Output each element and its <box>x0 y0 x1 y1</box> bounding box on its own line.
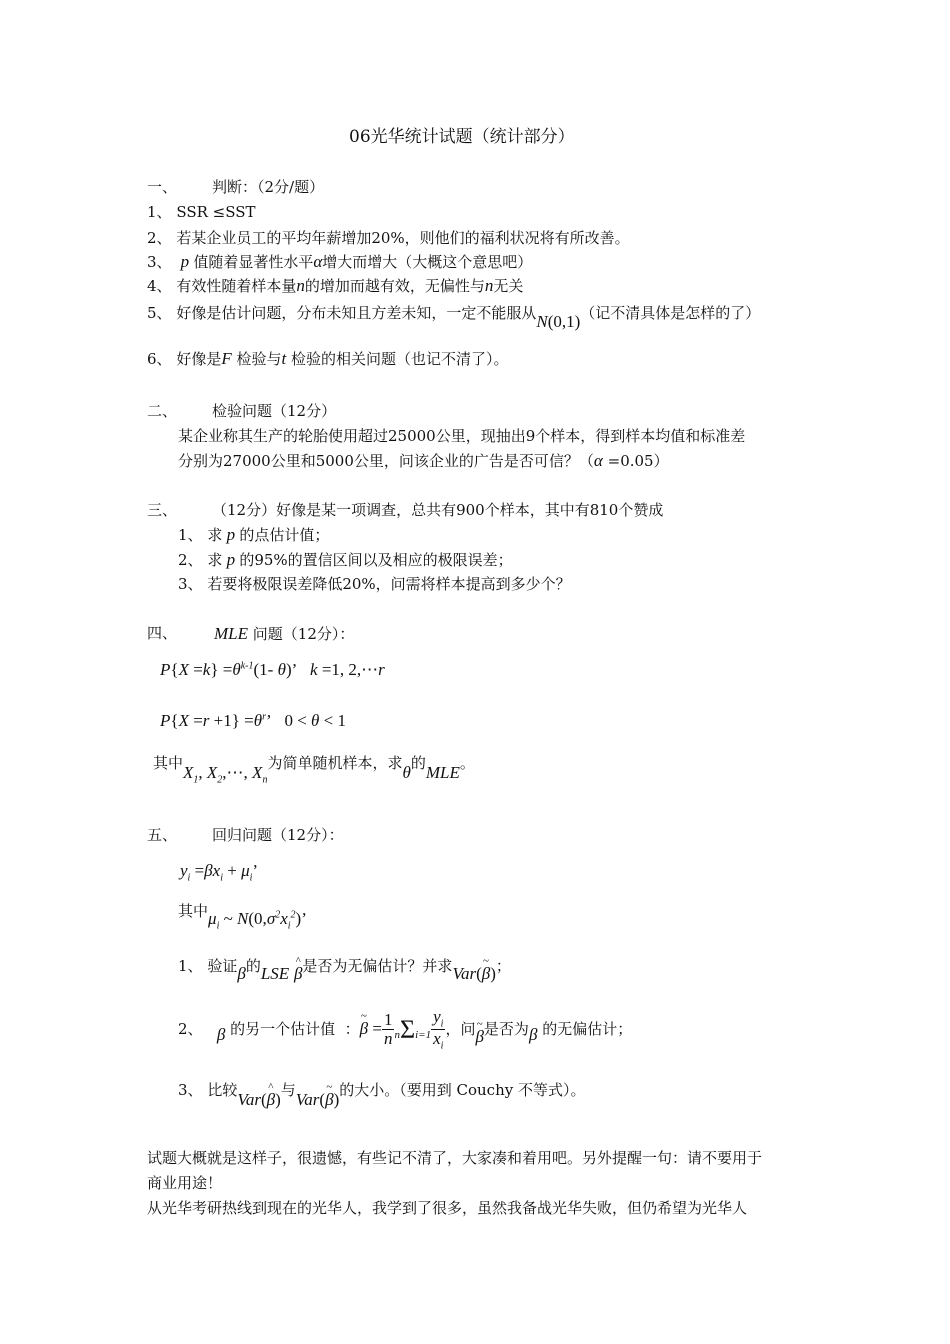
s1-q5-text-a: 好像是估计问题，分布未知且方差未知，一定不能服从 <box>176 304 537 322</box>
s1-q2-text: 若某企业员工的平均年薪增加20%，则他们的福利状况将有所改善。 <box>176 229 630 247</box>
section-5-heading: 回归问题（12分）： <box>212 826 344 844</box>
s3-q3-number: 3、 <box>178 575 203 593</box>
s4-formula-2: $P\{X =r +1\} =\theta^r$’ 0 < θ < 1 <box>160 711 346 730</box>
section-4-number: 四、 <box>147 624 178 642</box>
math-t: t <box>281 349 287 368</box>
math-p: p <box>222 525 240 544</box>
s1-q6-number: 6、 <box>147 350 172 368</box>
footer-line-2: 商业用途！ <box>147 1174 223 1192</box>
s1-question-3 <box>147 252 532 272</box>
s3-question-2 <box>178 550 513 570</box>
s5-q1-text-a: 验证 <box>207 957 238 975</box>
s1-q6-text-a: 好像是 <box>176 350 222 368</box>
math-beta: β <box>237 964 246 983</box>
s5-q2-text-d: 的无偏估计； <box>542 1019 633 1038</box>
math-error-dist: $\mu_i$ ~ $N(0,\sigma^2x_i^2)$’ <box>208 909 307 932</box>
s1-q6-text-b: 检验与 <box>236 350 282 368</box>
s3-q2-text-b: 的95%的置信区间以及相应的极限误差； <box>239 551 513 569</box>
s2-body-line-2a: 分别为27000公里和5000公里，问该企业的广告是否可信？（ <box>178 452 594 470</box>
page-title: 06光华统计试题（统计部分） <box>349 127 575 147</box>
s5-question-2: 2、 β 的另一个估计值 ： ~ β = $\frac{1}{n}$ nΣi=1 $\frac{y_i}{x_i}$ ，问 ~ β是否为β 的无偏估计； <box>178 1007 633 1052</box>
s1-question-1 <box>147 203 256 221</box>
math-n: n <box>296 276 305 295</box>
s1-q5-text-b: （记不清具体是怎样的了） <box>580 304 761 322</box>
s1-question-4 <box>147 276 523 296</box>
s3-q3-text: 若要将极限误差降低20%，问需将样本提高到多少个？ <box>207 575 571 593</box>
s4-heading-text: 问题（12分）： <box>252 625 355 643</box>
s5-q3-text-c: 的大小。（要用到 Couchy 不等式）。 <box>339 1081 586 1099</box>
s5-where-line <box>178 901 307 932</box>
s1-q4-number: 4、 <box>147 277 172 295</box>
s2-body-line-1: 某企业称其生产的轮胎使用超过25000公里，现抽出9个样本，得到样本均值和标准差 <box>178 427 746 445</box>
s5-where-text: 其中 <box>178 902 209 920</box>
math-var-beta-hat: Var( ^ β) <box>237 1081 281 1109</box>
s4-where-line <box>153 753 475 786</box>
s5-q1-text-d: ； <box>495 957 511 975</box>
math-lse: LSE <box>260 964 290 983</box>
math-beta-hat: ^ β <box>293 955 303 983</box>
s5-model-formula: $y_i =\beta x_i + \mu_i$’ <box>180 861 259 884</box>
s3-q1-text-a: 求 <box>207 526 223 544</box>
section-3-heading: （12分）好像是某一项调查，总共有900个样本，其中有810个赞成 <box>212 501 664 519</box>
math-beta: β <box>216 1024 226 1044</box>
s5-q3-text-b: 与 <box>280 1081 296 1099</box>
s5-q1-text-c: 是否为无偏估计？并求 <box>302 957 453 975</box>
s1-question-2 <box>147 229 630 247</box>
section-4-heading <box>214 624 354 644</box>
s4-where-c: 的 <box>410 754 426 772</box>
math-alpha: α <box>313 252 323 271</box>
s2-body-line-2b: =0.05） <box>607 452 669 470</box>
s3-question-1 <box>178 525 329 545</box>
s5-q1-text-b: 的 <box>245 957 261 975</box>
math-beta-tilde: ~ β <box>475 1017 484 1046</box>
s1-q3-text-a: 值随着显著性水平 <box>193 253 314 271</box>
s1-question-5 <box>147 303 761 331</box>
footer-line-1: 试题大概就是这样子，很遗憾，有些记不清了，大家凑和着用吧。另外提醒一句：请不要用于 <box>147 1149 763 1167</box>
s1-q5-number: 5、 <box>147 304 172 322</box>
s5-q2-text-b: ，问 <box>445 1019 476 1038</box>
s5-q3-number: 3、 <box>178 1081 203 1099</box>
section-2-heading: 检验问题（12分） <box>212 402 337 420</box>
footer-line-3: 从光华考研热线到现在的光华人，我学到了很多，虽然我备战光华失败，但仍希望为光华人 <box>147 1199 748 1217</box>
s2-body-line-2 <box>178 451 669 471</box>
math-alpha: α <box>593 451 603 470</box>
s4-formula-1: $P\{X =k\} =\theta^{k-1}(1-$ θ)’ k =1, 2,⋯r <box>160 660 385 679</box>
s3-question-3 <box>178 575 571 593</box>
s1-q1-text: SSR ≤SST <box>176 203 256 221</box>
s4-where-b: 为简单随机样本，求 <box>267 754 403 772</box>
s5-q2-text-c: 是否为 <box>483 1019 529 1038</box>
section-5-number: 五、 <box>147 826 178 844</box>
section-1-heading: 判断：（2分/题） <box>212 178 325 196</box>
s1-q2-number: 2、 <box>147 229 172 247</box>
s1-q4-text-a: 有效性随着样本量 <box>176 277 297 295</box>
s5-question-3 <box>178 1080 586 1109</box>
math-var-beta-tilde: Var( ~ β) <box>295 1081 340 1109</box>
s4-where-d: 。 <box>459 754 475 772</box>
math-mle: MLE <box>214 624 248 643</box>
math-var-beta-tilde: Var( ~ β) <box>452 955 496 983</box>
math-normal-01: N(0,1) <box>536 312 581 331</box>
s5-q2-number: 2、 <box>178 1019 203 1038</box>
s1-q3-number: 3、 <box>147 253 172 271</box>
section-1-number: 一、 <box>147 178 178 196</box>
section-2-number: 二、 <box>147 402 178 420</box>
math-mle: MLE <box>425 763 460 782</box>
s5-question-1 <box>178 955 511 983</box>
math-beta-tilde-def: ~ β = $\frac{1}{n}$ nΣi=1 $\frac{y_i}{x_i}$ <box>359 1007 444 1052</box>
s1-q4-text-c: 无关 <box>493 277 524 295</box>
math-sample: $X_1$, $X_2,\cdots$, $X_n$ <box>183 763 268 786</box>
s1-q6-text-c: 检验的相关问题（也记不清了）。 <box>291 350 509 368</box>
s1-question-6 <box>147 349 509 369</box>
math-beta: β <box>528 1024 538 1044</box>
math-F: F <box>221 349 232 368</box>
s1-q3-text-b: 增大而增大（大概这个意思吧） <box>322 253 533 271</box>
s5-q3-text-a: 比较 <box>207 1081 238 1099</box>
math-theta: θ <box>402 763 411 782</box>
s5-q1-number: 1、 <box>178 957 203 975</box>
s1-q1-number: 1、 <box>147 203 172 221</box>
math-n: n <box>484 276 494 295</box>
section-3-number: 三、 <box>147 501 178 519</box>
math-p: p <box>176 252 194 271</box>
s3-q1-number: 1、 <box>178 526 203 544</box>
s1-q4-text-b: 的增加而越有效，无偏性与 <box>304 277 485 295</box>
math-p: p <box>222 550 240 569</box>
s3-q2-number: 2、 <box>178 551 203 569</box>
s5-q2-text-a: 的另一个估计值 <box>230 1019 336 1038</box>
s3-q2-text-a: 求 <box>207 551 223 569</box>
s4-where-a: 其中 <box>153 754 184 772</box>
s3-q1-text-b: 的点估计值； <box>239 526 330 544</box>
